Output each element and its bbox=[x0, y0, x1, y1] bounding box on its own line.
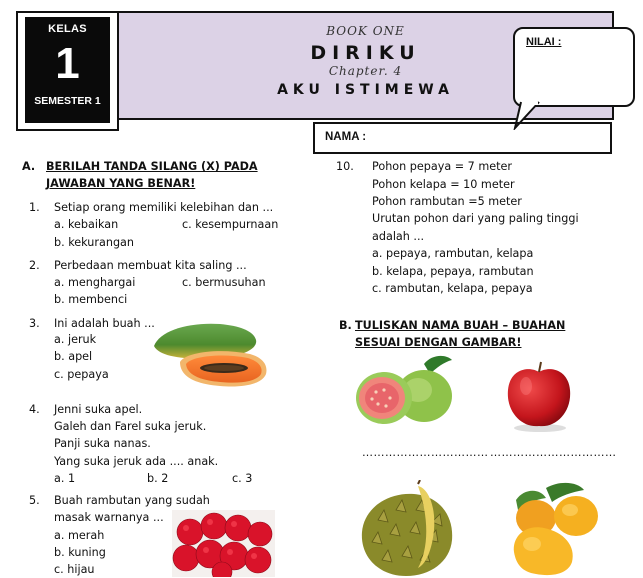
option-b[interactable]: b. apel bbox=[54, 350, 93, 363]
option-a[interactable]: a. kebaikan bbox=[54, 218, 119, 231]
question-text-line2: Pohon kelapa = 10 meter bbox=[372, 178, 515, 191]
answer-blank[interactable]: …………………………… bbox=[490, 446, 617, 459]
section-a-instruction-line2: JAWABAN YANG BENAR! bbox=[46, 177, 196, 190]
section-a-instruction-line1: BERILAH TANDA SILANG (X) PADA bbox=[46, 160, 258, 173]
question-text-line1: Pohon pepaya = 7 meter bbox=[372, 160, 513, 173]
option-b[interactable]: b. kelapa, pepaya, rambutan bbox=[372, 265, 534, 278]
rambutan-image bbox=[172, 510, 275, 577]
option-c[interactable]: c. rambutan, kelapa, pepaya bbox=[372, 282, 533, 295]
section-a-marker: A. bbox=[22, 160, 36, 173]
page-title: DIRIKU bbox=[310, 42, 421, 64]
option-a[interactable]: a. menghargai bbox=[54, 276, 136, 289]
question-number: 3. bbox=[29, 317, 40, 330]
semester-label: SEMESTER 1 bbox=[34, 95, 101, 107]
question-number: 2. bbox=[29, 259, 40, 272]
question-number: 1. bbox=[29, 201, 40, 214]
question-text: Perbedaan membuat kita saling ... bbox=[54, 259, 247, 272]
nilai-speech-bubble bbox=[513, 27, 635, 107]
option-b[interactable]: b. 2 bbox=[147, 472, 169, 485]
page-subtitle: AKU ISTIMEWA bbox=[277, 82, 454, 98]
question-text-line5: adalah ... bbox=[372, 230, 425, 243]
section-b-instruction-line1: TULISKAN NAMA BUAH – BUAHAN bbox=[355, 319, 566, 332]
nama-label: NAMA : bbox=[325, 131, 367, 143]
option-c[interactable]: c. hijau bbox=[54, 563, 95, 576]
option-b[interactable]: b. kuning bbox=[54, 546, 106, 559]
option-c[interactable]: c. bermusuhan bbox=[182, 276, 266, 289]
papaya-image bbox=[150, 318, 270, 390]
apple-image bbox=[500, 356, 578, 434]
question-text-line3: Pohon rambutan =5 meter bbox=[372, 195, 522, 208]
option-b[interactable]: b. kekurangan bbox=[54, 236, 134, 249]
question-text-line4: Yang suka jeruk ada .... anak. bbox=[54, 455, 219, 468]
question-text-line1: Jenni suka apel. bbox=[54, 403, 143, 416]
question-number: 5. bbox=[29, 494, 40, 507]
question-text-line2: masak warnanya ... bbox=[54, 511, 164, 524]
question-text: Setiap orang memiliki kelebihan dan ... bbox=[54, 201, 274, 214]
durian-image bbox=[358, 480, 458, 577]
question-number: 4. bbox=[29, 403, 40, 416]
kelas-badge-inner bbox=[25, 17, 110, 123]
section-b-marker: B. bbox=[339, 319, 352, 332]
option-a[interactable]: a. 1 bbox=[54, 472, 76, 485]
question-text-line1: Buah rambutan yang sudah bbox=[54, 494, 210, 507]
question-text-line3: Panji suka nanas. bbox=[54, 437, 151, 450]
chapter-label: Chapter. 4 bbox=[328, 64, 403, 78]
option-b[interactable]: b. membenci bbox=[54, 293, 128, 306]
kelas-badge bbox=[16, 11, 119, 131]
nilai-label: NILAI : bbox=[526, 36, 562, 48]
kelas-number: 1 bbox=[55, 39, 80, 88]
option-a[interactable]: a. merah bbox=[54, 529, 105, 542]
question-text-line4: Urutan pohon dari yang paling tinggi bbox=[372, 212, 579, 225]
question-text-line2: Galeh dan Farel suka jeruk. bbox=[54, 420, 207, 433]
section-b-instruction-line2: SESUAI DENGAN GAMBAR! bbox=[355, 336, 522, 349]
question-number: 10. bbox=[336, 160, 354, 173]
book-label: BOOK ONE bbox=[326, 24, 405, 38]
nama-field[interactable] bbox=[313, 122, 612, 154]
mango-image bbox=[506, 480, 602, 577]
kelas-label: KELAS bbox=[48, 23, 87, 35]
option-c[interactable]: c. 3 bbox=[232, 472, 253, 485]
question-text: Ini adalah buah ... bbox=[54, 317, 155, 330]
answer-blank[interactable]: …………………………… bbox=[362, 446, 489, 459]
option-a[interactable]: a. jeruk bbox=[54, 333, 97, 346]
option-c[interactable]: c. kesempurnaan bbox=[182, 218, 279, 231]
guava-image bbox=[354, 352, 458, 428]
option-a[interactable]: a. pepaya, rambutan, kelapa bbox=[372, 247, 534, 260]
option-c[interactable]: c. pepaya bbox=[54, 368, 109, 381]
